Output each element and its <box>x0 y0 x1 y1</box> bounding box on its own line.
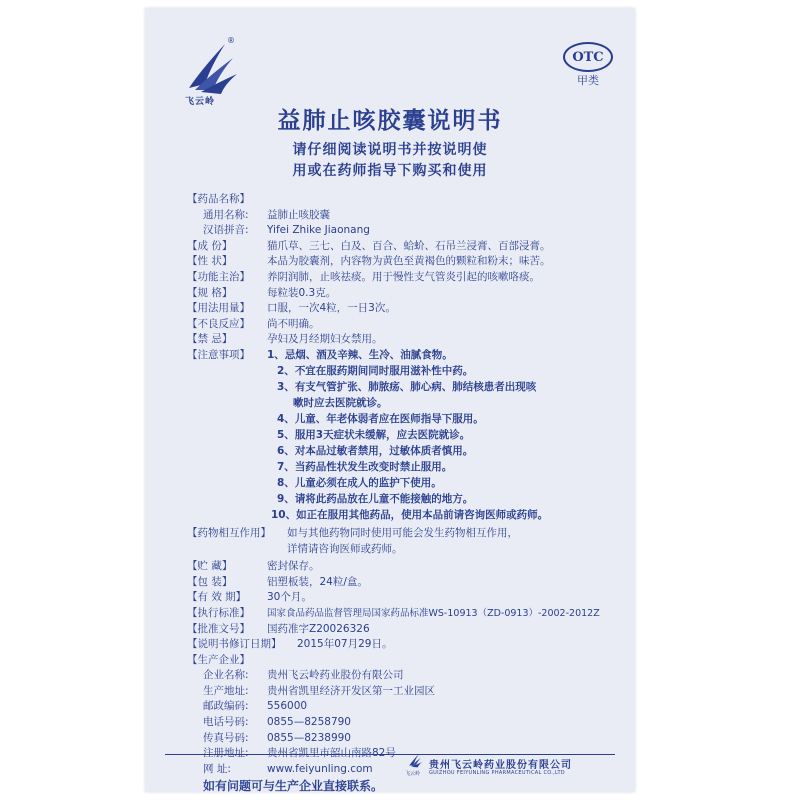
validity-label: 【有 效 期】 <box>187 591 247 604</box>
name-heading: 【药品名称】 <box>187 193 250 205</box>
precaution-text: 当药品性状发生改变时禁止服用。 <box>294 460 453 473</box>
ingredients: 猫爪草、三七、白及、百合、蛤蚧、石吊兰浸膏、百部浸膏。 <box>267 239 551 252</box>
phone: 0855—8258790 <box>267 716 351 729</box>
precaution-item <box>271 508 548 524</box>
precaution-text: 不宜在服药期间同时服用滋补性中药。 <box>294 364 474 377</box>
precaution-number: 5、 <box>277 428 295 441</box>
precaution-item <box>277 428 470 444</box>
precaution-item <box>277 364 473 380</box>
interaction-line-2: 详情请咨询医师或药师。 <box>287 542 403 555</box>
footer-logo-text: 飞云岭 <box>405 771 421 777</box>
footer-company-en: GUIZHOU FEIYUNLING PHARMACEUTICAL CO.,LTD <box>429 770 565 776</box>
precaution-number: 10、 <box>271 508 297 521</box>
precaution-text: 有支气管扩张、肺脓疡、肺心病、肺结核患者出现咳 <box>294 380 537 393</box>
company-label: 企业名称: <box>203 669 249 682</box>
indications-label: 【功能主治】 <box>187 270 250 283</box>
common-name: 益肺止咳胶囊 <box>267 208 330 221</box>
approval-label: 【批准文号】 <box>187 622 250 635</box>
leaflet-sheet <box>145 8 635 792</box>
fax: 0855—8238990 <box>267 731 351 744</box>
precaution-text: 儿童、年老体弱者应在医师指导下服用。 <box>294 412 484 425</box>
common-name-label: 通用名称: <box>203 208 249 221</box>
footer-company: 贵州飞云岭药业股份有限公司 <box>429 760 572 771</box>
precaution-number: 6、 <box>277 444 295 457</box>
storage-label: 【贮 藏】 <box>187 560 233 573</box>
otc-class: 甲类 <box>577 74 599 87</box>
precaution-item <box>267 348 453 364</box>
precaution-text: 对本品过敏者禁用，过敏体质者慎用。 <box>294 444 474 457</box>
pinyin: Yifei Zhike Jiaonang <box>267 224 370 237</box>
reg-address: 贵州省凯里市韶山南路82号 <box>267 747 396 760</box>
postcode-label: 邮政编码: <box>203 700 249 713</box>
spec: 每粒装0.3克。 <box>267 286 337 299</box>
precaution-number: 3、 <box>277 380 295 393</box>
precaution-item <box>293 396 388 412</box>
storage: 密封保存。 <box>267 560 320 573</box>
reg-address-label: 注册地址: <box>203 747 249 760</box>
precaution-item <box>277 476 442 492</box>
adverse: 尚不明确。 <box>267 317 320 330</box>
website: www.feiyunling.com <box>267 762 373 775</box>
validity: 30个月。 <box>267 591 312 604</box>
logo-text: 飞云岭 <box>185 97 216 107</box>
precaution-item <box>277 492 473 508</box>
precaution-number: 7、 <box>277 460 295 473</box>
precaution-number: 2、 <box>277 364 295 377</box>
precaution-item <box>277 444 473 460</box>
website-label: 网 址: <box>203 762 231 775</box>
footer-logo-icon <box>407 753 423 769</box>
spec-label: 【规 格】 <box>187 286 233 299</box>
precaution-text: 服用3天症状未缓解，应去医院就诊。 <box>294 428 471 441</box>
properties-label: 【性 状】 <box>187 255 233 268</box>
precaution-text: 如正在服用其他药品，使用本品前请咨询医师或药师。 <box>296 508 549 521</box>
standard-label: 【执行标准】 <box>187 606 250 619</box>
manufacturer-label: 【生产企业】 <box>187 653 250 666</box>
dosage-label: 【用法用量】 <box>187 302 250 315</box>
leaflet-title: 益肺止咳胶囊说明书 <box>277 108 503 134</box>
precaution-text: 请将此药品放在儿童不能接触的地方。 <box>294 492 474 505</box>
precaution-number: 1、 <box>267 348 285 361</box>
contra-label: 【禁 忌】 <box>187 333 233 346</box>
precautions-label: 【注意事项】 <box>187 348 250 361</box>
precaution-item <box>277 412 484 428</box>
approval: 国药准字Z20026326 <box>267 622 370 635</box>
indications: 养阴润肺，止咳祛痰。用于慢性支气管炎引起的咳嗽咯痰。 <box>267 270 540 283</box>
postcode: 556000 <box>267 700 308 713</box>
interaction-line-1: 如与其他药物同时使用可能会发生药物相互作用， <box>287 526 518 539</box>
revision-label: 【说明书修订日期】 <box>187 638 282 651</box>
interaction-label: 【药物相互作用】 <box>187 526 271 539</box>
contact-note: 如有问题可与生产企业直接联系。 <box>203 779 384 792</box>
adverse-label: 【不良反应】 <box>187 317 250 330</box>
pinyin-label: 汉语拼音: <box>203 224 249 237</box>
package: 铝塑板装，24粒/盒。 <box>267 575 368 588</box>
precaution-text: 嗽时应去医院就诊。 <box>293 396 388 409</box>
warning-note <box>145 140 635 182</box>
precaution-item <box>277 460 452 476</box>
warning-line-1: 请仔细阅读说明书并按说明使 <box>292 142 488 158</box>
precaution-number: 9、 <box>277 492 295 505</box>
standard: 国家食品药品监督管理局国家药品标准WS-10913（ZD-0913）-2002-2012Z <box>267 607 600 619</box>
contra: 孕妇及月经期妇女禁用。 <box>267 333 383 346</box>
revision: 2015年07月29日。 <box>297 638 393 651</box>
precaution-number: 4、 <box>277 412 295 425</box>
fax-label: 传真号码: <box>203 731 249 744</box>
warning-line-2: 用或在药师指导下购买和使用 <box>292 163 488 179</box>
company-name: 贵州飞云岭药业股份有限公司 <box>267 669 404 682</box>
footer-divider <box>165 754 615 755</box>
package-label: 【包 装】 <box>187 575 233 588</box>
feiyunling-logo-icon <box>181 40 241 100</box>
dosage: 口服，一次4粒，一日3次。 <box>267 302 396 315</box>
properties: 本品为胶囊剂，内容物为黄色至黄褐色的颗粒和粉末；味苦。 <box>267 255 551 268</box>
address-label: 生产地址: <box>203 684 249 697</box>
ingredients-label: 【成 份】 <box>187 239 233 252</box>
precaution-text: 儿童必须在成人的监护下使用。 <box>294 476 442 489</box>
leaflet-body <box>187 192 627 792</box>
precaution-number: 8、 <box>277 476 295 489</box>
otc-badge: OTC <box>563 42 613 72</box>
phone-label: 电话号码: <box>203 716 249 729</box>
precaution-item <box>277 380 536 396</box>
precaution-text: 忌烟、酒及辛辣、生冷、油腻食物。 <box>284 348 453 361</box>
address: 贵州省凯里经济开发区第一工业园区 <box>267 684 435 697</box>
registered-mark: ® <box>227 36 235 45</box>
